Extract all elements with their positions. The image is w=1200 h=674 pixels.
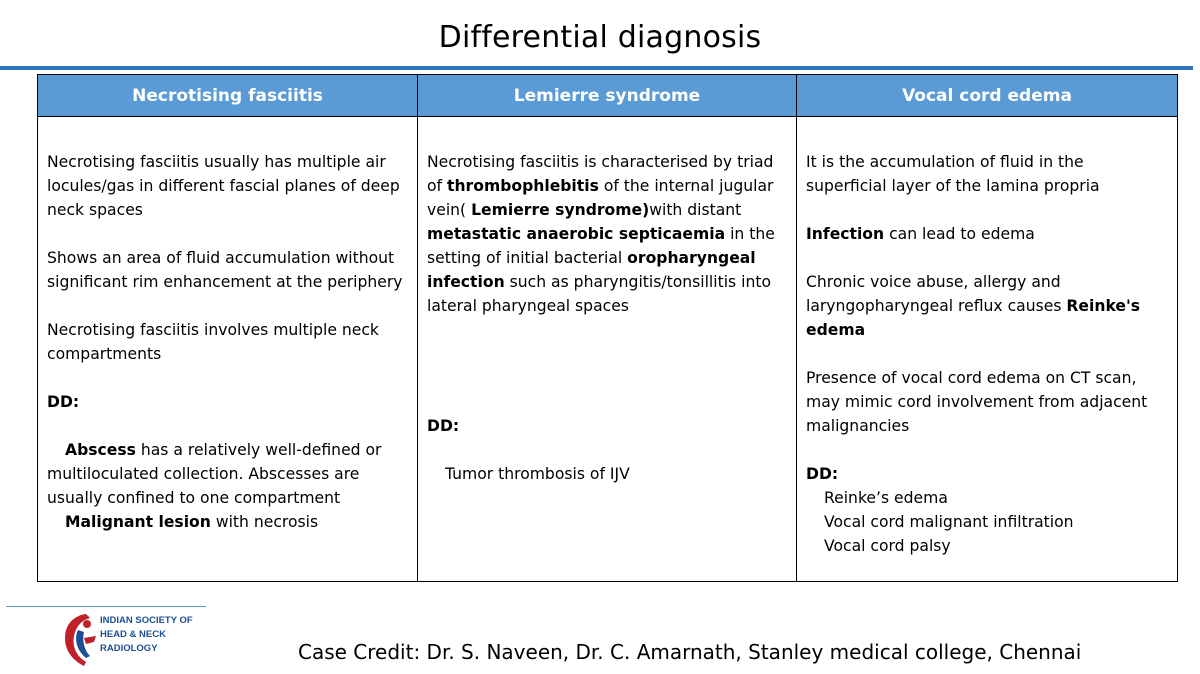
nf-malignant-text: [47, 510, 409, 534]
vce-ct-text: Presence of vocal cord edema on CT scan, may mimic cord involvement from adjacent malignancies: [806, 369, 1148, 435]
malignant-description: with necrosis: [210, 513, 319, 531]
lemierre-description: [427, 150, 788, 318]
lemierre-text-1: Necrotising fasciitis is characterised by triad of: [427, 153, 774, 195]
cell-lemierre-syndrome: [418, 117, 797, 582]
cell-necrotising-fasciitis: [38, 117, 418, 582]
footer-rule: [6, 606, 206, 607]
header-lemierre-syndrome: Lemierre syndrome: [418, 75, 797, 117]
causes-description: Chronic voice abuse, allergy and laryngopharyngeal reflux causes: [806, 273, 1067, 315]
lemierre-dd-item: Tumor thrombosis of IJV: [445, 465, 630, 483]
lemierre-bold-2: Lemierre syndrome): [471, 201, 650, 219]
vce-dd-item: Vocal cord malignant infiltration: [824, 513, 1074, 531]
abscess-term: Abscess: [65, 441, 136, 459]
vce-dd-item: Vocal cord palsy: [824, 537, 951, 555]
infection-description: can lead to edema: [884, 225, 1035, 243]
logo-line-2: HEAD & NECK: [100, 629, 166, 640]
lemierre-text-3: with distant: [649, 201, 742, 219]
table-body-row: [38, 117, 1178, 582]
vce-dd-item: Reinke’s edema: [824, 489, 948, 507]
vce-dd-label: DD:: [806, 465, 839, 483]
lemierre-bold-1: thrombophlebitis: [447, 177, 599, 195]
nf-abscess-text: [47, 438, 409, 510]
nf-compartments-text: Necrotising fasciitis involves multiple neck compartments: [47, 321, 379, 363]
malignant-term: Malignant lesion: [65, 513, 211, 531]
vce-definition-text: It is the accumulation of fluid in the superficial layer of the lamina propria: [806, 153, 1100, 195]
nf-fluid-text: Shows an area of fluid accumulation without significant rim enhancement at the periphery: [47, 249, 403, 291]
header-vocal-cord-edema: Vocal cord edema: [797, 75, 1178, 117]
slide-title: Differential diagnosis: [438, 20, 762, 55]
abscess-description: has a relatively well-defined or multiloculated collection. Abscesses are usually confined to one compartment: [47, 441, 382, 507]
differential-table: [37, 74, 1178, 582]
table-header-row: [38, 75, 1178, 117]
infection-term: Infection: [806, 225, 885, 243]
lemierre-bold-3: metastatic anaerobic septicaemia: [427, 225, 726, 243]
lemierre-text-2: of the internal jugular vein(: [427, 177, 774, 219]
logo-line-3: RADIOLOGY: [100, 643, 158, 654]
nf-gas-text: Necrotising fasciitis usually has multiple air locules/gas in different fascial planes of deep neck spaces: [47, 153, 400, 219]
reinke-term: Reinke's edema: [806, 297, 1141, 339]
lemierre-text-5: such as pharyngitis/tonsillitis into lateral pharyngeal spaces: [427, 273, 771, 315]
lemierre-text-4: in the setting of initial bacterial: [427, 225, 775, 267]
title-underline: [0, 66, 1193, 70]
cell-vocal-cord-edema: [797, 117, 1178, 582]
logo-line-1: INDIAN SOCIETY OF: [100, 615, 193, 626]
lemierre-bold-4: oropharyngeal infection: [427, 249, 756, 291]
case-credit: Case Credit: Dr. S. Naveen, Dr. C. Amarnath, Stanley medical college, Chennai: [298, 640, 1082, 664]
header-necrotising-fasciitis: Necrotising fasciitis: [38, 75, 418, 117]
vce-causes-text: [806, 270, 1169, 342]
vce-infection-text: [806, 222, 1169, 246]
lemierre-dd-label: DD:: [427, 417, 460, 435]
nf-dd-label: DD:: [47, 393, 80, 411]
logo-text: [100, 614, 193, 656]
